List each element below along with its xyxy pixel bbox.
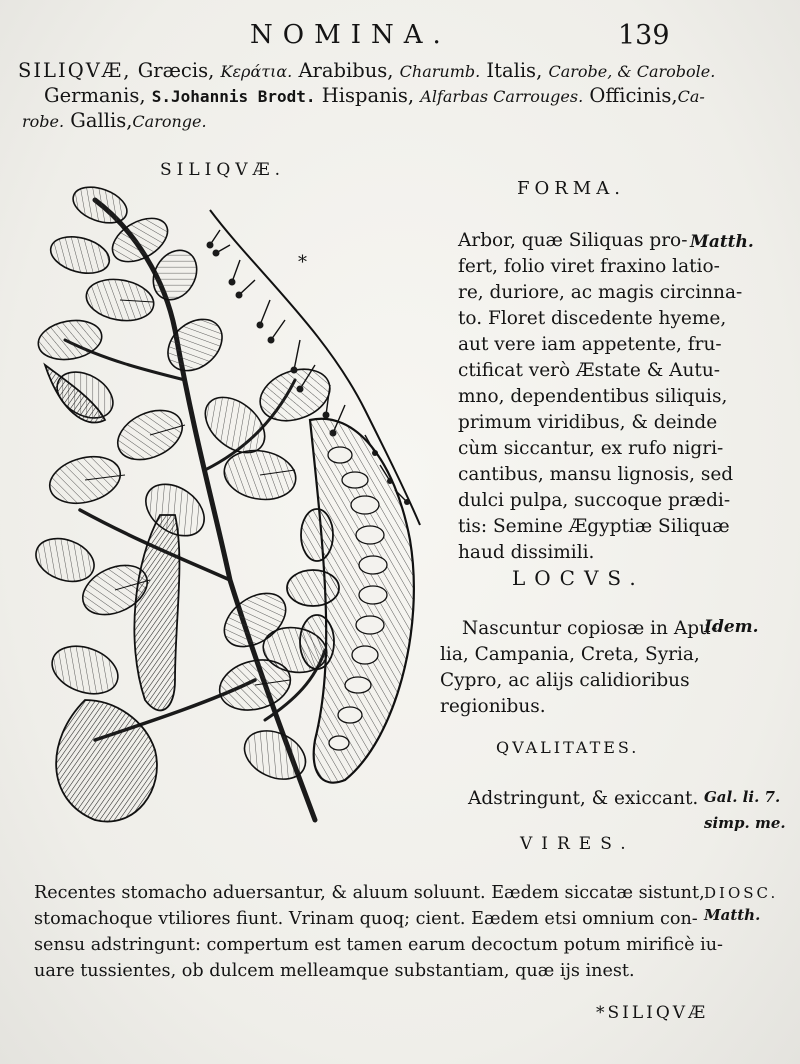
margin-note-idem: Idem. <box>704 617 759 637</box>
italian-name: Carobe, & Carobole. <box>548 62 716 81</box>
figure-star-mark: * <box>298 252 307 273</box>
forma-heading: FORMA. <box>517 178 625 199</box>
locus-line: Cypro, ac alijs calidioribus <box>440 670 690 691</box>
forma-line: cantibus, mansu lignosis, sed <box>458 464 734 485</box>
forma-line: mno, dependentibus siliquis, <box>458 386 728 407</box>
nomina-line-1 <box>18 57 715 85</box>
forma-text <box>458 228 742 566</box>
forma-line: primum viridibus, & deinde <box>458 412 718 433</box>
forma-line: cùm siccantur, ex rufo nigri- <box>458 438 724 459</box>
vires-heading: VIRES. <box>520 834 635 854</box>
vires-text <box>34 880 723 984</box>
running-head: NOMINA. <box>250 20 451 50</box>
graecis-label: Græcis, <box>137 59 215 82</box>
officinal-name-part: Ca- <box>677 87 705 106</box>
forma-line: Arbor, quæ Siliquas pro- <box>458 230 688 251</box>
qualitates-text: Adstringunt, & exiccant. <box>468 788 699 809</box>
forma-line: to. Floret discedente hyeme, <box>458 308 727 329</box>
hispanis-label: Hispanis, <box>321 84 415 107</box>
leaves <box>30 180 337 788</box>
vires-line: uare tussientes, ob dulcem melleamque substantiam, quæ ijs inest. <box>34 961 635 981</box>
gallis-label: Gallis, <box>70 109 133 132</box>
margin-note-galen-1: Gal. li. 7. <box>704 788 781 806</box>
margin-note-diosc: DIOSC. <box>704 884 779 902</box>
page-number: 139 <box>618 20 670 51</box>
carob-woodcut-illustration <box>25 180 445 840</box>
qualitates-heading: QVALITATES. <box>496 738 640 757</box>
nomina-line-2 <box>44 82 705 110</box>
margin-note-matth-2: Matth. <box>704 906 761 924</box>
forma-line: dulci pulpa, succoque prædi- <box>458 490 731 511</box>
forma-line: haud dissimili. <box>458 542 595 563</box>
germanis-label: Germanis, <box>44 84 146 107</box>
margin-note-galen-2: simp. me. <box>704 814 786 832</box>
spanish-name: Alfarbas Carrouges. <box>420 87 584 106</box>
locus-text <box>440 616 718 720</box>
arabic-name: Charumb. <box>399 62 481 81</box>
officinal-name-end: robe. <box>22 112 65 131</box>
officinis-label: Officinis, <box>589 84 678 107</box>
italis-label: Italis, <box>486 59 543 82</box>
forma-line: fert, folio viret fraxino latio- <box>458 256 720 277</box>
locus-heading: LOCVS. <box>512 566 645 590</box>
forma-line: aut vere iam appetente, fru- <box>458 334 722 355</box>
margin-note-matth: Matth. <box>690 232 754 252</box>
greek-name: Κεράτια. <box>220 62 293 81</box>
vires-line: stomachoque vtiliores fiunt. Vrinam quoq; cient. Eædem etsi omnium con- <box>34 909 698 929</box>
vires-line: sensu adstringunt: compertum est tamen earum decoctum potum mirificè iu- <box>34 935 723 955</box>
locus-line: regionibus. <box>440 696 546 717</box>
forma-line: ctificat verò Æstate & Autu- <box>458 360 720 381</box>
nomina-line-3 <box>22 107 207 135</box>
figure-caption: SILIQVÆ. <box>160 160 285 180</box>
lemma: SILIQVÆ, <box>18 59 132 82</box>
forma-line: tis: Semine Ægyptiæ Siliquæ <box>458 516 730 537</box>
catchword: *SILIQVÆ <box>596 1003 709 1023</box>
locus-line: Nascuntur copiosæ in Apu- <box>462 618 718 639</box>
forma-line: re, duriore, ac magis circinna- <box>458 282 743 303</box>
locus-line: lia, Campania, Creta, Syria, <box>440 644 700 665</box>
arabibus-label: Arabibus, <box>298 59 394 82</box>
vires-line: Recentes stomacho aduersantur, & aluum soluunt. Eædem siccatæ sistunt, <box>34 883 705 903</box>
french-name: Caronge. <box>132 112 207 131</box>
german-name: S.Johannis Brodt. <box>151 87 316 106</box>
